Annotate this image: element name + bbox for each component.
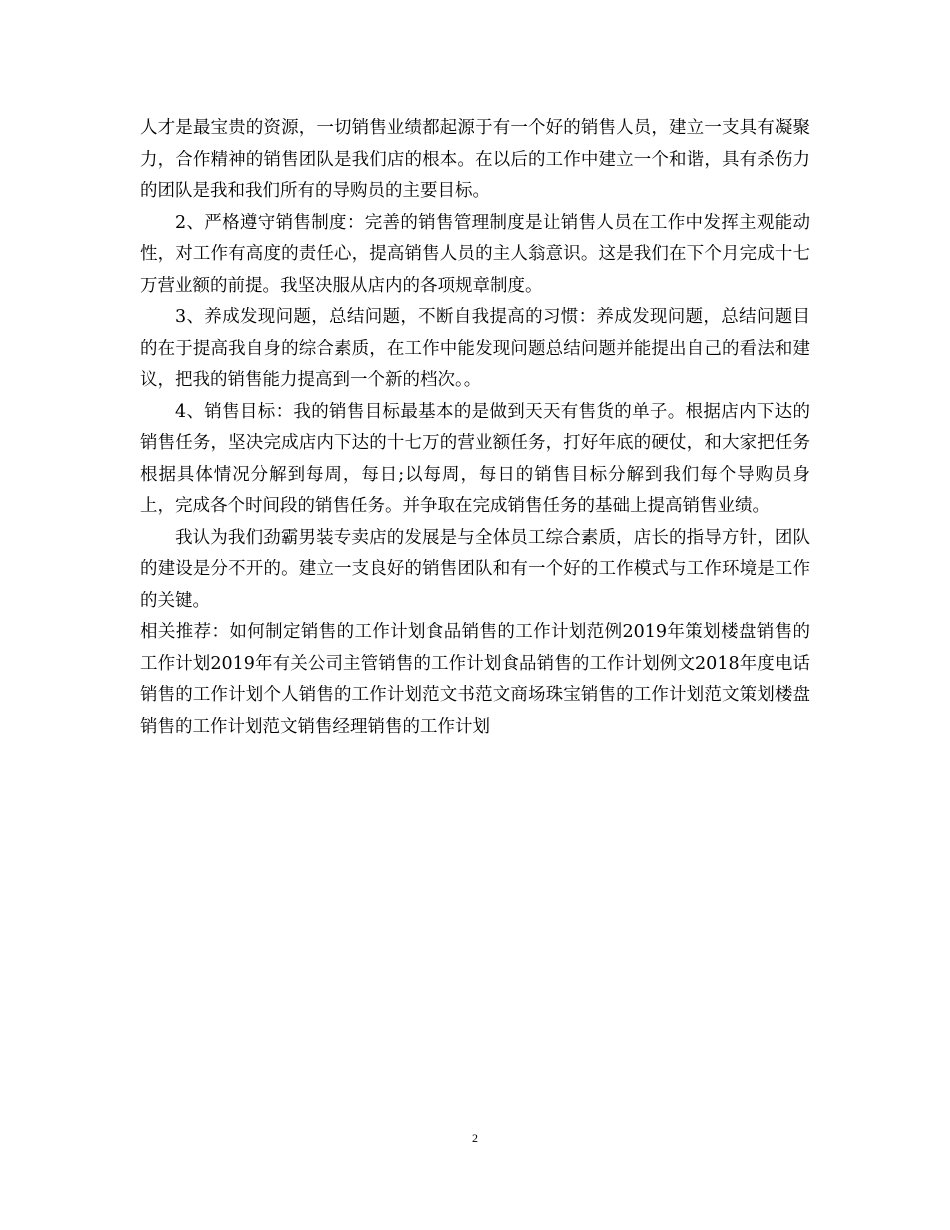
document-body xyxy=(140,113,810,743)
page-number: 2 xyxy=(472,1131,478,1145)
paragraph-problem-habits: 3、养成发现问题，总结问题，不断自我提高的习惯：养成发现问题，总结问题目的在于提高我自身的综合素质，在工作中能发现问题总结问题并能提出自己的看法和建议，把我的销售能力提高到一个新的档次。。 xyxy=(140,307,810,390)
related-recommendations: 相关推荐：如何制定销售的工作计划食品销售的工作计划范例2019年策划楼盘销售的工作计划2019年有关公司主管销售的工作计划食品销售的工作计划例文2018年度电话销售的工作计划个人销售的工作计划范文书范文商场珠宝销售的工作计划范文策划楼盘销售的工作计划范文销售经理销售的工作计划 xyxy=(140,622,810,737)
paragraph-conclusion: 我认为我们劲霸男装专卖店的发展是与全体员工综合素质，店长的指导方针，团队的建设是分不开的。建立一支良好的销售团队和有一个好的工作模式与工作环境是工作的关键。 xyxy=(140,527,810,611)
paragraph-sales-rules: 2、严格遵守销售制度：完善的销售管理制度是让销售人员在工作中发挥主观能动性，对工作有高度的责任心，提高销售人员的主人翁意识。这是我们在下个月完成十七万营业额的前提。我坚决服从店内的各项规章制度。 xyxy=(140,212,810,296)
paragraph-talent: 人才是最宝贵的资源，一切销售业绩都起源于有一个好的销售人员，建立一支具有凝聚力，合作精神的销售团队是我们店的根本。在以后的工作中建立一个和谐，具有杀伤力的团队是我和我们所有的导购员的主要目标。 xyxy=(140,118,810,201)
paragraph-sales-target: 4、销售目标：我的销售目标最基本的是做到天天有售货的单子。根据店内下达的销售任务，坚决完成店内下达的十七万的营业额任务，打好年底的硬仗，和大家把任务根据具体情况分解到每周，每日;以每周，每日的销售目标分解到我们每个导购员身上，完成各个时间段的销售任务。并争取在完成销售任务的基础上提高销售业绩。 xyxy=(140,401,810,516)
